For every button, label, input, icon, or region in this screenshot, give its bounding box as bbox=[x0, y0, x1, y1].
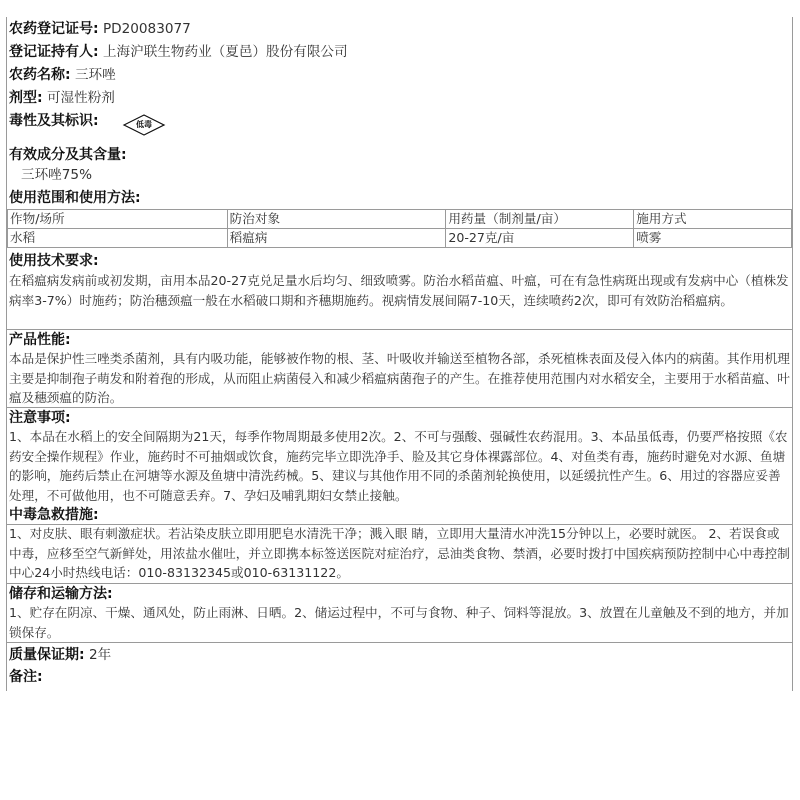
registration-number-label: 农药登记证号: bbox=[9, 21, 99, 37]
performance-text: 本品是保护性三唑类杀菌剂，具有内吸功能，能够被作物的根、茎、叶吸收并输送至植物各部，杀死植株表面及侵入体内的病菌。其作用机理主要是抑制孢子萌发和附着孢的形成，从而阻止病菌侵入和减少稻瘟病菌孢子的产生。在推荐使用范围内对水稻安全，主要用于水稻苗瘟、叶瘟及穗颈瘟的防治。 bbox=[9, 351, 790, 405]
section-divider bbox=[7, 329, 792, 330]
usage-column-header: 施用方式 bbox=[634, 210, 792, 229]
pesticide-name-value: 三环唑 bbox=[74, 67, 116, 83]
performance-heading: 产品性能: bbox=[9, 332, 71, 348]
storage-text: 1、贮存在阴凉、干燥、通风处，防止雨淋、日晒。2、储运过程中，不可与食物、种子、饲料等混放。3、放置在儿童触及不到的地方，并加锁保存。 bbox=[9, 605, 789, 640]
formulation-row bbox=[9, 88, 115, 108]
precautions-text: 1、本品在水稻上的安全间隔期为21天，每季作物周期最多使用2次。2、不可与强酸、强碱性农药混用。3、本品虽低毒，仍要严格按照《农药安全操作规程》作业，施药时不可抽烟或饮食，施药完毕立即洗净手、脸及其它身体裸露部位。4、对鱼类有毒，施药时避免对水源、鱼塘的影响，施药后禁止在河塘等水源及鱼塘中清洗药械。5、建议与其他作用不同的杀菌剂轮换使用，以延缓抗性产生。6、用过的容器应妥善处理，不可做他用，也不可随意丢弃。7、孕妇及哺乳期妇女禁止接触。 bbox=[9, 429, 788, 503]
toxicity-row bbox=[9, 111, 99, 131]
formulation-value: 可湿性粉剂 bbox=[46, 90, 115, 106]
section-divider bbox=[7, 407, 792, 408]
pesticide-name-row bbox=[9, 65, 116, 85]
technical-heading: 使用技术要求: bbox=[9, 253, 99, 269]
warranty-value: 2年 bbox=[88, 647, 112, 663]
first-aid-text: 1、对皮肤、眼有刺激症状。若沾染皮肤立即用肥皂水清洗干净；溅入眼 睛，立即用大量清水冲洗15分钟以上，必要时就医。 2、若误食或中毒，应移至空气新鲜处，用浓盐水催吐，并立即携本标签送医院对症治疗，忌油类食物、禁酒，必要时拨打中国疾病预防控制中心中毒控制中心24小时热线电话：010-83132345或010-63131122。 bbox=[9, 526, 790, 580]
registration-holder-row bbox=[9, 42, 348, 62]
registration-holder-label: 登记证持有人: bbox=[9, 44, 99, 60]
usage-cell-target: 稻瘟病 bbox=[227, 229, 446, 248]
storage-heading: 储存和运输方法: bbox=[9, 586, 113, 602]
table-row bbox=[8, 229, 792, 248]
technical-text: 在稻瘟病发病前或初发期，亩用本品20-27克兑足量水后均匀、细致喷雾。防治水稻苗瘟、叶瘟，可在有急性病斑出现或有发病中心（植株发病率3-7%）时施药；防治穗颈瘟一般在水稻破口期和齐穗期施药。视病情发展间隔7-10天，连续喷药2次，即可有效防治稻瘟病。 bbox=[9, 273, 789, 308]
usage-heading: 使用范围和使用方法: bbox=[9, 190, 141, 206]
toxicity-badge-text: 低毒 bbox=[136, 120, 152, 129]
usage-cell-dosage: 20-27克/亩 bbox=[446, 229, 634, 248]
low-toxicity-diamond-icon bbox=[122, 113, 166, 137]
usage-column-header: 用药量（制剂量/亩） bbox=[446, 210, 634, 229]
remarks-label: 备注: bbox=[9, 669, 43, 685]
pesticide-label-document bbox=[6, 17, 793, 691]
ingredients-heading: 有效成分及其含量: bbox=[9, 147, 127, 163]
usage-cell-crop: 水稻 bbox=[8, 229, 228, 248]
formulation-label: 剂型: bbox=[9, 90, 43, 106]
usage-table-header-row bbox=[8, 210, 792, 229]
section-divider bbox=[7, 642, 792, 643]
section-divider bbox=[7, 583, 792, 584]
remarks-row bbox=[9, 667, 43, 687]
usage-cell-method: 喷雾 bbox=[634, 229, 792, 248]
registration-number-row bbox=[9, 19, 191, 39]
ingredients-value: 三环唑75% bbox=[21, 167, 92, 183]
first-aid-heading: 中毒急救措施: bbox=[9, 507, 99, 523]
usage-table bbox=[7, 209, 792, 248]
warranty-label: 质量保证期: bbox=[9, 647, 85, 663]
usage-column-header: 作物/场所 bbox=[8, 210, 228, 229]
usage-column-header: 防治对象 bbox=[227, 210, 446, 229]
registration-holder-value: 上海沪联生物药业（夏邑）股份有限公司 bbox=[102, 44, 348, 60]
toxicity-label: 毒性及其标识: bbox=[9, 113, 99, 129]
precautions-heading: 注意事项: bbox=[9, 410, 71, 426]
registration-number-value: PD20083077 bbox=[102, 21, 191, 37]
pesticide-name-label: 农药名称: bbox=[9, 67, 71, 83]
warranty-row bbox=[9, 645, 111, 665]
